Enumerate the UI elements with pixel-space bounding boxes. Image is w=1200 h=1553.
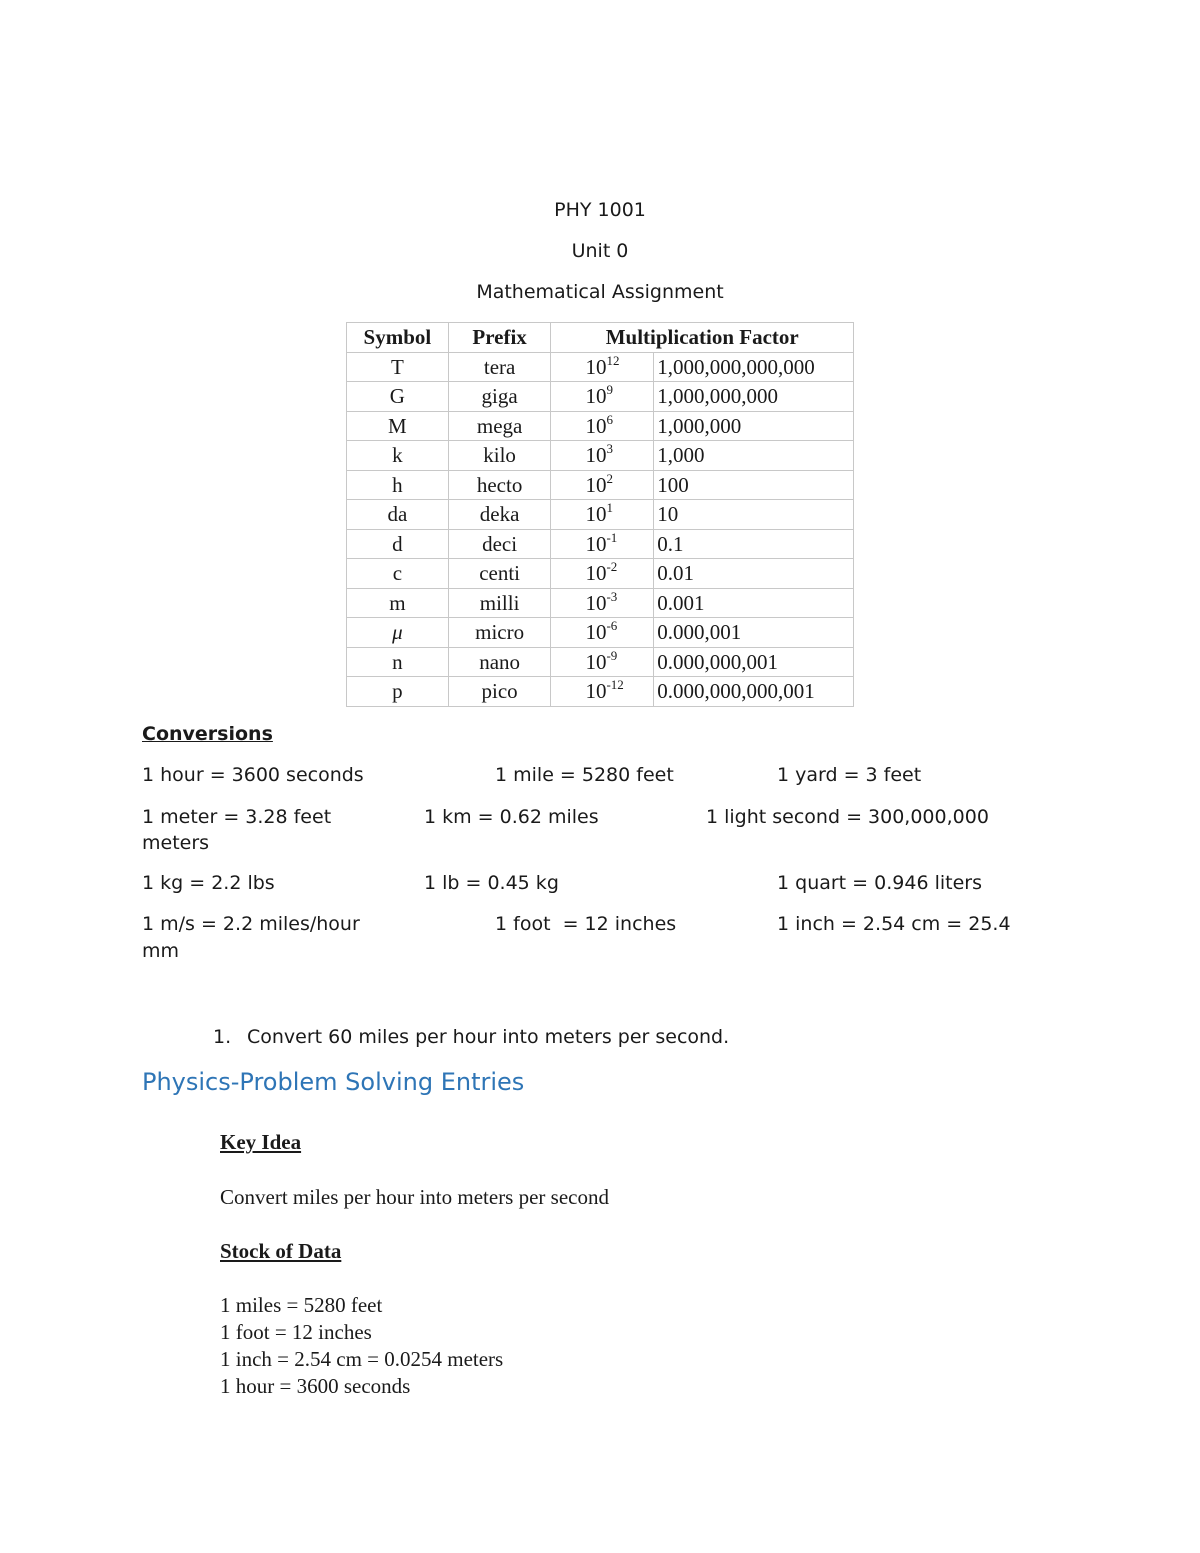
power-base: 10 bbox=[585, 649, 607, 674]
power-cell bbox=[551, 411, 654, 441]
prefix-cell: deka bbox=[448, 500, 551, 530]
power-exponent: 3 bbox=[606, 441, 613, 457]
power-cell bbox=[551, 677, 654, 707]
value-cell: 1,000,000,000,000 bbox=[654, 352, 854, 382]
symbol-cell: p bbox=[347, 677, 449, 707]
power-base: 10 bbox=[585, 531, 607, 556]
conversion-item: 1 meter = 3.28 feet bbox=[142, 806, 332, 828]
section-heading: Physics-Problem Solving Entries bbox=[142, 1068, 525, 1096]
power-cell bbox=[551, 559, 654, 589]
stock-line: 1 hour = 3600 seconds bbox=[220, 1374, 411, 1398]
conversions-heading: Conversions bbox=[142, 723, 273, 745]
conversion-item: 1 hour = 3600 seconds bbox=[142, 764, 364, 786]
prefix-cell: micro bbox=[448, 618, 551, 648]
power-base: 10 bbox=[585, 354, 607, 379]
power-base: 10 bbox=[585, 443, 607, 468]
power-exponent: -12 bbox=[606, 677, 624, 693]
power-cell bbox=[551, 352, 654, 382]
prefix-cell: deci bbox=[448, 529, 551, 559]
power-exponent: 6 bbox=[606, 411, 613, 427]
symbol-cell: da bbox=[347, 500, 449, 530]
conversion-item: 1 quart = 0.946 liters bbox=[777, 872, 982, 894]
power-base: 10 bbox=[585, 561, 607, 586]
table-row bbox=[347, 382, 854, 412]
table-row bbox=[347, 500, 854, 530]
power-exponent: -3 bbox=[606, 588, 618, 604]
power-base: 10 bbox=[585, 384, 607, 409]
table-row bbox=[347, 588, 854, 618]
conversion-item: 1 m/s = 2.2 miles/hour bbox=[142, 913, 360, 935]
symbol-cell: μ bbox=[347, 618, 449, 648]
value-cell: 10 bbox=[654, 500, 854, 530]
value-cell: 100 bbox=[654, 470, 854, 500]
power-exponent: 1 bbox=[606, 500, 613, 516]
symbol-cell: d bbox=[347, 529, 449, 559]
power-base: 10 bbox=[585, 413, 607, 438]
value-cell: 1,000,000,000 bbox=[654, 382, 854, 412]
symbol-cell: k bbox=[347, 441, 449, 471]
value-cell: 0.001 bbox=[654, 588, 854, 618]
power-cell bbox=[551, 647, 654, 677]
key-idea-heading: Key Idea bbox=[220, 1130, 302, 1154]
table-row bbox=[347, 618, 854, 648]
table-row bbox=[347, 677, 854, 707]
table-row bbox=[347, 529, 854, 559]
power-cell bbox=[551, 500, 654, 530]
conversion-wrap-text: meters bbox=[142, 832, 210, 854]
power-exponent: -2 bbox=[606, 559, 618, 575]
table-row bbox=[347, 647, 854, 677]
symbol-cell: m bbox=[347, 588, 449, 618]
question-number: 1. bbox=[213, 1026, 232, 1048]
power-exponent: 12 bbox=[606, 352, 620, 368]
value-cell: 0.000,001 bbox=[654, 618, 854, 648]
stock-line: 1 inch = 2.54 cm = 0.0254 meters bbox=[220, 1347, 504, 1371]
prefix-cell: mega bbox=[448, 411, 551, 441]
symbol-cell: T bbox=[347, 352, 449, 382]
power-exponent: -6 bbox=[606, 618, 618, 634]
prefix-cell: pico bbox=[448, 677, 551, 707]
value-cell: 0.000,000,000,001 bbox=[654, 677, 854, 707]
value-cell: 0.1 bbox=[654, 529, 854, 559]
table-row bbox=[347, 411, 854, 441]
table-row bbox=[347, 559, 854, 589]
table-row bbox=[347, 441, 854, 471]
prefix-cell: tera bbox=[448, 352, 551, 382]
power-base: 10 bbox=[585, 502, 607, 527]
prefix-cell: hecto bbox=[448, 470, 551, 500]
prefix-cell: giga bbox=[448, 382, 551, 412]
conversion-wrap-text: mm bbox=[142, 940, 180, 962]
symbol-cell: h bbox=[347, 470, 449, 500]
power-cell bbox=[551, 529, 654, 559]
power-cell bbox=[551, 618, 654, 648]
power-base: 10 bbox=[585, 472, 607, 497]
power-base: 10 bbox=[585, 679, 607, 704]
symbol-cell: G bbox=[347, 382, 449, 412]
prefix-table bbox=[346, 322, 854, 707]
power-exponent: -9 bbox=[606, 647, 618, 663]
prefix-cell: centi bbox=[448, 559, 551, 589]
power-cell bbox=[551, 441, 654, 471]
conversion-item: 1 lb = 0.45 kg bbox=[424, 872, 559, 894]
power-exponent: 2 bbox=[606, 470, 613, 486]
conversion-item: 1 mile = 5280 feet bbox=[495, 764, 674, 786]
header-prefix: Prefix bbox=[448, 323, 551, 353]
unit-title: Unit 0 bbox=[571, 240, 629, 262]
conversion-item: 1 km = 0.62 miles bbox=[424, 806, 599, 828]
symbol-cell: n bbox=[347, 647, 449, 677]
table-row bbox=[347, 352, 854, 382]
power-cell bbox=[551, 382, 654, 412]
stock-line: 1 miles = 5280 feet bbox=[220, 1293, 383, 1317]
prefix-cell: nano bbox=[448, 647, 551, 677]
symbol-cell: c bbox=[347, 559, 449, 589]
power-exponent: 9 bbox=[606, 382, 613, 398]
conversion-item: 1 light second = 300,000,000 bbox=[706, 806, 989, 828]
conversion-item: 1 foot = 12 inches bbox=[495, 913, 677, 935]
value-cell: 1,000,000 bbox=[654, 411, 854, 441]
conversion-item: 1 yard = 3 feet bbox=[777, 764, 922, 786]
prefix-cell: milli bbox=[448, 588, 551, 618]
stock-of-data-heading: Stock of Data bbox=[220, 1239, 342, 1263]
key-idea-text: Convert miles per hour into meters per second bbox=[220, 1185, 609, 1209]
conversion-item: 1 inch = 2.54 cm = 25.4 bbox=[777, 913, 1011, 935]
value-cell: 0.000,000,001 bbox=[654, 647, 854, 677]
table-header-row bbox=[347, 323, 854, 353]
header-factor: Multiplication Factor bbox=[551, 323, 854, 353]
power-base: 10 bbox=[585, 620, 607, 645]
power-base: 10 bbox=[585, 590, 607, 615]
value-cell: 0.01 bbox=[654, 559, 854, 589]
assignment-title: Mathematical Assignment bbox=[476, 281, 724, 303]
table-row bbox=[347, 470, 854, 500]
conversion-item: 1 kg = 2.2 lbs bbox=[142, 872, 275, 894]
power-cell bbox=[551, 470, 654, 500]
symbol-cell: M bbox=[347, 411, 449, 441]
stock-line: 1 foot = 12 inches bbox=[220, 1320, 372, 1344]
header-symbol: Symbol bbox=[347, 323, 449, 353]
prefix-cell: kilo bbox=[448, 441, 551, 471]
value-cell: 1,000 bbox=[654, 441, 854, 471]
course-title: PHY 1001 bbox=[554, 199, 646, 221]
power-cell bbox=[551, 588, 654, 618]
question-text: Convert 60 miles per hour into meters per second. bbox=[247, 1026, 730, 1048]
power-exponent: -1 bbox=[606, 529, 618, 545]
